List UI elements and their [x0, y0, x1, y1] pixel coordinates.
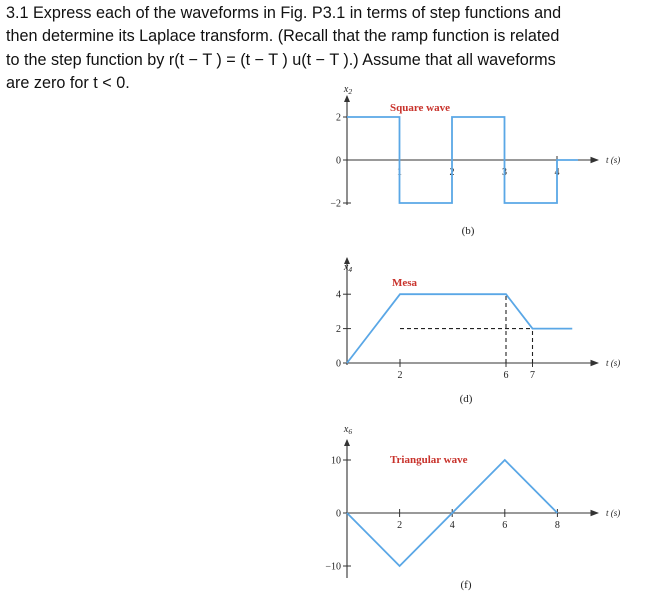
chart-title: Square wave — [390, 102, 450, 114]
figure-caption: (d) — [459, 393, 473, 405]
x-tick-label: 6 — [502, 520, 508, 531]
x-tick-label: 8 — [554, 520, 560, 531]
y-tick-label: 4 — [336, 289, 341, 301]
y-axis-label: $x_4$ — [343, 262, 353, 274]
problem-line: are zero for t < 0. — [6, 74, 130, 93]
y-axis-arrow — [344, 95, 350, 102]
x-axis-label: t (s) — [606, 508, 621, 518]
y-tick-label: 0 — [336, 508, 341, 520]
y-tick-label: −10 — [325, 561, 341, 573]
x-tick-label: 2 — [397, 520, 403, 531]
y-tick-label: 10 — [331, 455, 341, 467]
y-tick-label: −2 — [330, 198, 341, 210]
y-tick-label: 2 — [336, 324, 341, 336]
x-tick-label: 7 — [530, 370, 535, 381]
x-tick-label: 2 — [449, 167, 455, 178]
y-axis-label: $x_6$ — [343, 424, 353, 436]
y-tick-label: 0 — [336, 358, 341, 370]
x-tick-label: 1 — [397, 167, 402, 178]
x-axis-label: t (s) — [606, 155, 621, 165]
y-axis-arrow — [344, 439, 350, 446]
problem-line: to the step function by r(t − T ) = (t − T ) u(t − T ).) Assume that all waveforms — [6, 50, 556, 69]
y-tick-label: 0 — [336, 155, 341, 167]
x-tick-label: 3 — [502, 167, 507, 178]
chart-title: Mesa — [392, 277, 418, 289]
x-tick-label: 2 — [397, 370, 403, 381]
figure-caption: (b) — [461, 225, 475, 237]
x-tick-label: 4 — [449, 520, 455, 531]
y-tick-label: 2 — [336, 112, 341, 124]
y-axis-label: $x_2$ — [343, 84, 353, 96]
x-tick-label: 6 — [503, 370, 509, 381]
problem-line: 3.1 Express each of the waveforms in Fig. P3.1 in terms of step functions and — [6, 4, 562, 22]
problem-line: then determine its Laplace transform. (Recall that the ramp function is related — [6, 27, 560, 46]
figure-caption: (f) — [460, 579, 472, 591]
chart-title: Triangular wave — [390, 454, 468, 466]
x-axis-label: t (s) — [606, 358, 621, 368]
x-tick-label: 4 — [554, 167, 560, 178]
